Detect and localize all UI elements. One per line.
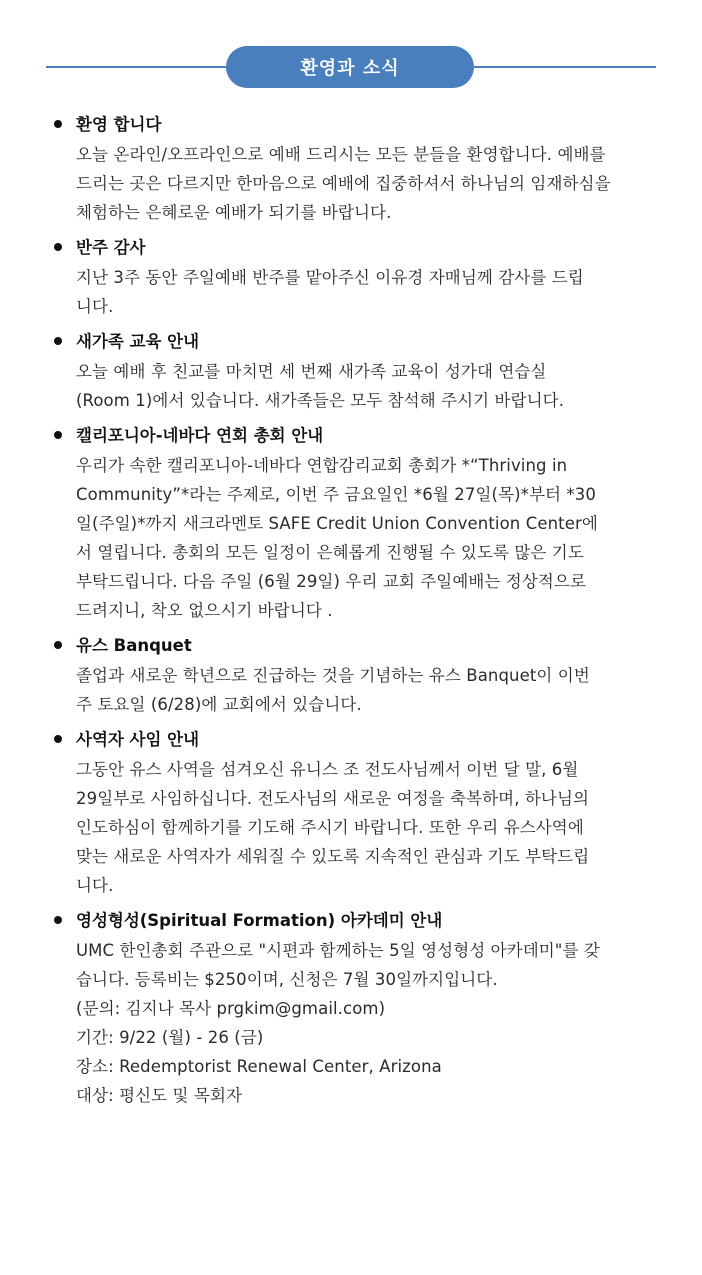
announcement-line: 드리는 곳은 다르지만 한마음으로 예배에 집중하셔서 하나님의 임재하심을 bbox=[76, 174, 611, 193]
announcement-item bbox=[52, 329, 652, 415]
announcement-line: 니다. bbox=[76, 876, 114, 895]
announcement-line: 부탁드립니다. 다음 주일 (6월 29일) 우리 교회 주일예배는 정상적으로 bbox=[76, 572, 586, 591]
announcement-title: 영성형성(Spiritual Formation) 아카데미 안내 bbox=[76, 911, 443, 930]
announcement-line: 그동안 유스 사역을 섬겨오신 유니스 조 전도사님께서 이번 달 말, 6월 bbox=[76, 760, 579, 779]
announcement-title: 사역자 사임 안내 bbox=[76, 730, 200, 749]
announcement-line: 기간: 9/22 (월) - 26 (금) bbox=[76, 1028, 264, 1047]
announcement-body bbox=[76, 263, 652, 321]
announcement-line: 우리가 속한 캘리포니아-네바다 연합감리교회 총회가 *“Thriving in bbox=[76, 456, 568, 475]
announcement-item bbox=[52, 235, 652, 321]
announcement-line: 니다. bbox=[76, 297, 114, 316]
announcement-body bbox=[76, 140, 652, 227]
announcement-body bbox=[76, 936, 652, 1110]
bullet-icon bbox=[54, 641, 62, 649]
announcement-item bbox=[52, 908, 652, 1110]
announcement-body bbox=[76, 661, 652, 719]
announcement-line: (문의: 김지나 목사 prgkim@gmail.com) bbox=[76, 999, 386, 1018]
bullet-icon bbox=[54, 735, 62, 743]
announcement-item bbox=[52, 423, 652, 625]
announcement-line: 맞는 새로운 사역자가 세워질 수 있도록 지속적인 관심과 기도 부탁드립 bbox=[76, 847, 590, 866]
announcement-body bbox=[76, 755, 652, 900]
announcement-item bbox=[52, 633, 652, 719]
announcement-line: 29일부로 사임하십니다. 전도사님의 새로운 여정을 축복하며, 하나님의 bbox=[76, 789, 590, 808]
announcement-line: 체험하는 은혜로운 예배가 되기를 바랍니다. bbox=[76, 203, 392, 222]
bullet-icon bbox=[54, 916, 62, 924]
announcement-line: 습니다. 등록비는 $250이며, 신청은 7월 30일까지입니다. bbox=[76, 970, 498, 989]
announcements-list bbox=[52, 112, 652, 1118]
header-rule-left bbox=[46, 66, 246, 68]
announcement-title: 환영 합니다 bbox=[76, 115, 162, 134]
announcement-line: 지난 3주 동안 주일예배 반주를 맡아주신 이유경 자매님께 감사를 드립 bbox=[76, 268, 584, 287]
announcement-line: 오늘 온라인/오프라인으로 예배 드리시는 모든 분들을 환영합니다. 예배를 bbox=[76, 145, 606, 164]
announcement-line: 졸업과 새로운 학년으로 진급하는 것을 기념하는 유스 Banquet이 이번 bbox=[76, 666, 590, 685]
announcement-line: UMC 한인총회 주관으로 "시편과 함께하는 5일 영성형성 아카데미"를 갖 bbox=[76, 941, 600, 960]
announcement-line: 주 토요일 (6/28)에 교회에서 있습니다. bbox=[76, 695, 362, 714]
announcement-item bbox=[52, 112, 652, 227]
announcement-title: 유스 Banquet bbox=[76, 636, 192, 655]
announcement-line: 드려지니, 착오 없으시기 바랍니다 . bbox=[76, 601, 333, 620]
announcement-line: 대상: 평신도 및 목회자 bbox=[76, 1086, 243, 1105]
bullet-icon bbox=[54, 243, 62, 251]
announcement-line: 오늘 예배 후 친교를 마치면 세 번째 새가족 교육이 성가대 연습실 bbox=[76, 362, 547, 381]
header-title: 환영과 소식 bbox=[226, 46, 474, 88]
announcement-line: 인도하심이 함께하기를 기도해 주시기 바랍니다. 또한 우리 유스사역에 bbox=[76, 818, 584, 837]
announcement-line: 일(주일)*까지 새크라멘토 SAFE Credit Union Convention Center에 bbox=[76, 514, 598, 533]
announcement-line: Community”*라는 주제로, 이번 주 금요일인 *6월 27일(목)*부터 *30 bbox=[76, 485, 596, 504]
announcement-item bbox=[52, 727, 652, 900]
bullet-icon bbox=[54, 337, 62, 345]
announcement-title: 새가족 교육 안내 bbox=[76, 332, 200, 351]
header-rule-right bbox=[456, 66, 656, 68]
bullet-icon bbox=[54, 431, 62, 439]
announcement-body bbox=[76, 357, 652, 415]
announcement-line: 서 열립니다. 총회의 모든 일정이 은혜롭게 진행될 수 있도록 많은 기도 bbox=[76, 543, 584, 562]
announcement-line: (Room 1)에서 있습니다. 새가족들은 모두 참석해 주시기 바랍니다. bbox=[76, 391, 565, 410]
announcement-line: 장소: Redemptorist Renewal Center, Arizona bbox=[76, 1057, 442, 1076]
announcement-body bbox=[76, 451, 652, 625]
announcement-title: 캘리포니아-네바다 연회 총회 안내 bbox=[76, 426, 324, 445]
announcement-title: 반주 감사 bbox=[76, 238, 146, 257]
bullet-icon bbox=[54, 120, 62, 128]
section-header bbox=[0, 46, 702, 88]
